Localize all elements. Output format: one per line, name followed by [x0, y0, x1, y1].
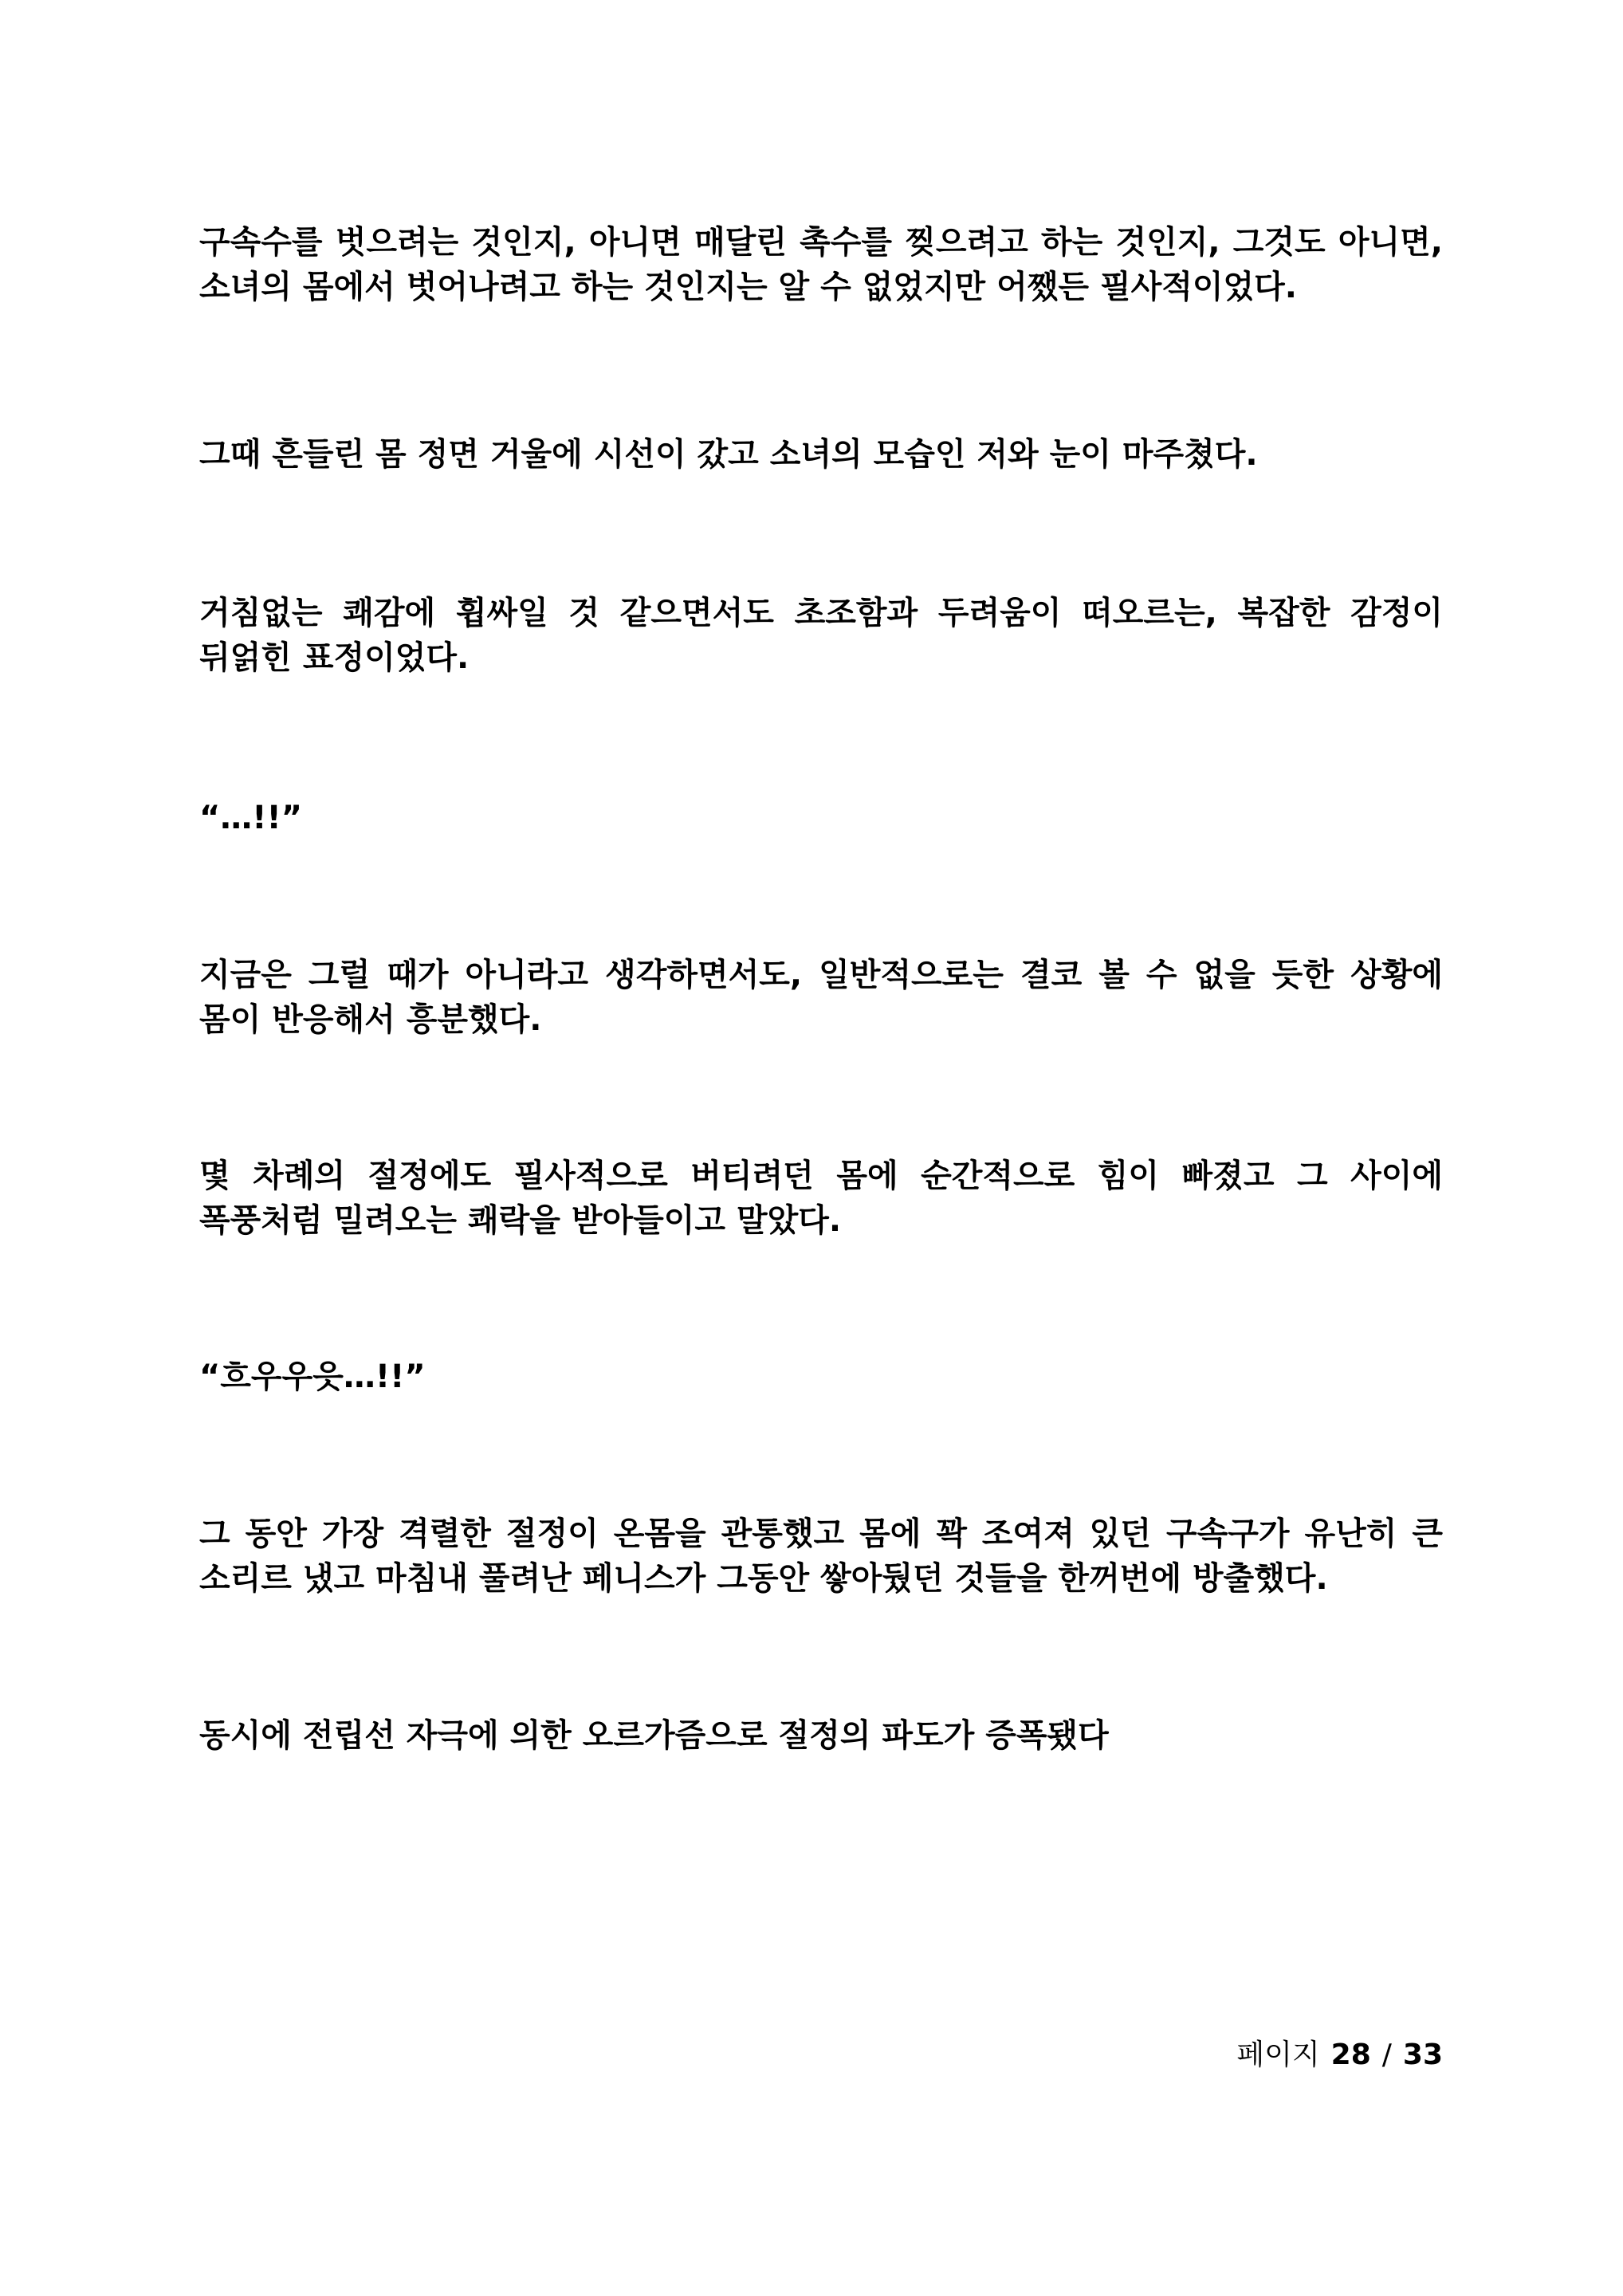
- paragraph: 동시에 전립선 자극에 의한 오르가즘으로 절정의 파도가 증폭됐다: [199, 1717, 1109, 1754]
- paragraph: 지금은 그럴 때가 아니라고 생각하면서도, 일반적으로는 결코 볼 수 없을 듯한 상황에 몸이 반응해서 흥분했다.: [199, 957, 1443, 1038]
- paragraph: 그때 흔들린 몸 정면 거울에 시선이 갔고 소녀의 모습인 저와 눈이 마주쳤다.: [199, 436, 1258, 473]
- paragraph: 그 동안 가장 격렬한 절정이 온몸을 관통했고 몸에 꽉 조여져 있던 구속구가 유난히 큰 소리르 냈고 마침내 풀려난 페니스가 그동안 쌓아뒀던 것들을 한꺼번에 방출했다.: [199, 1516, 1443, 1597]
- current-page-number: 28: [1330, 2038, 1371, 2071]
- paragraph: 구속수를 벗으려는 것인지, 아니면 매달린 촉수를 찢으려고 하는 것인지, 그것도 아니면, 소녀의 몸에서 벗어나려고 하는 것인지는 알 수 없었지만 어쨌든 필사적이었다.: [199, 224, 1443, 305]
- paragraph: 몇 차례의 절정에도 필사적으로 버티려던 몸에 순간적으로 힘이 빠졌고 그 사이에 폭풍처럼 밀려오는 쾌락을 받아들이고 말았다.: [199, 1158, 1443, 1239]
- dialogue-line: “…!!”: [199, 800, 303, 836]
- page-separator: /: [1381, 2038, 1392, 2071]
- total-pages-number: 33: [1402, 2038, 1443, 2071]
- page-number-footer: [1236, 2038, 1443, 2073]
- page-label: 페이지: [1236, 2038, 1320, 2071]
- document-body: [199, 220, 1443, 1758]
- dialogue-line: “흐우우읏…!!”: [199, 1358, 426, 1395]
- paragraph: 거침없는 쾌감에 휩싸일 것 같으면서도 초조함과 두려움이 떠오르는, 복잡한 감정이 뒤얽힌 표정이었다.: [199, 595, 1443, 676]
